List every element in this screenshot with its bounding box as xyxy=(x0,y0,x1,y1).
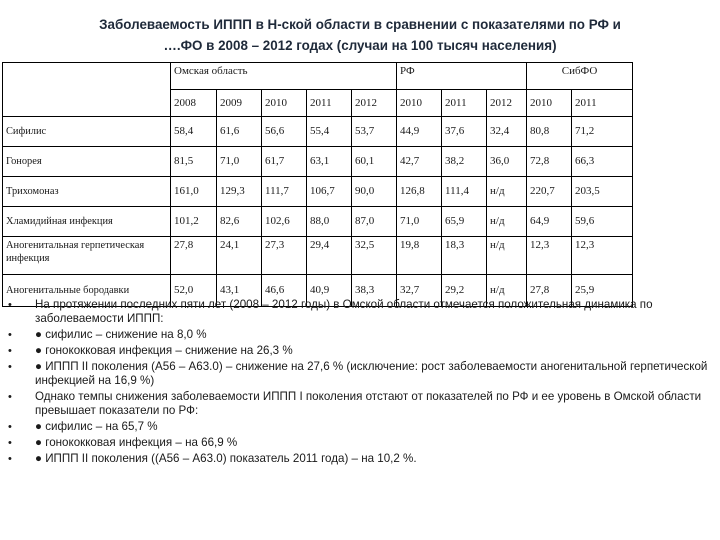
table-cell: 111,7 xyxy=(262,177,307,207)
table-cell: 53,7 xyxy=(352,117,397,147)
bullet-marker: • xyxy=(8,391,12,403)
table-cell: 12,3 xyxy=(527,237,572,275)
table-cell: 72,8 xyxy=(527,147,572,177)
list-item xyxy=(8,390,708,418)
table-cell: 25,9 xyxy=(572,275,633,307)
row-label: Хламидийная инфекция xyxy=(3,207,171,237)
page-title xyxy=(0,14,720,56)
table-cell: 71,0 xyxy=(217,147,262,177)
table-cell: 38,3 xyxy=(352,275,397,307)
list-item-text: Однако темпы снижения заболеваемости ИППП I поколения отстают от показателей по РФ и ее уровень в Омской области превышает показатели по РФ: xyxy=(35,390,702,417)
summary-list xyxy=(8,298,708,468)
table-cell: 42,7 xyxy=(397,147,442,177)
list-item-text: ● ИППП II поколения (А56 – А63.0) – снижение на 27,6 % (исключение: рост заболеваемости аногенитальной герпетической инфекцией на 16,9 %) xyxy=(35,360,708,387)
table-row xyxy=(3,147,633,177)
table-cell: 66,3 xyxy=(572,147,633,177)
table-cell: 56,6 xyxy=(262,117,307,147)
table-cell: 87,0 xyxy=(352,207,397,237)
table-row xyxy=(3,117,633,147)
table-cell: 101,2 xyxy=(171,207,217,237)
table-cell: 71,0 xyxy=(397,207,442,237)
header-year: 2011 xyxy=(572,90,633,117)
table-cell: 29,4 xyxy=(307,237,352,275)
table-row xyxy=(3,237,633,275)
table-cell: 60,1 xyxy=(352,147,397,177)
header-year: 2010 xyxy=(262,90,307,117)
table-cell: 29,2 xyxy=(442,275,487,307)
title-line-2: ….ФО в 2008 – 2012 годах (случаи на 100 тысяч населения) xyxy=(163,38,557,53)
header-group-omsk: Омская область xyxy=(171,63,397,90)
table-cell: 40,9 xyxy=(307,275,352,307)
table-cell: 88,0 xyxy=(307,207,352,237)
header-group-sibfo: СибФО xyxy=(527,63,633,90)
table-cell: н/д xyxy=(487,237,527,275)
table-row xyxy=(3,177,633,207)
list-item xyxy=(8,452,708,466)
bullet-marker: • xyxy=(8,453,12,465)
table-cell: 64,9 xyxy=(527,207,572,237)
bullet-marker: • xyxy=(8,345,12,357)
table-cell: 106,7 xyxy=(307,177,352,207)
header-year: 2011 xyxy=(307,90,352,117)
table-cell: н/д xyxy=(487,275,527,307)
list-item xyxy=(8,436,708,450)
table-cell: 32,5 xyxy=(352,237,397,275)
table-cell: 19,8 xyxy=(397,237,442,275)
table-cell: 102,6 xyxy=(262,207,307,237)
table-cell: 38,2 xyxy=(442,147,487,177)
title-line-1: Заболеваемость ИППП в Н-ской области в сравнении с показателями по РФ и xyxy=(99,17,621,32)
table-cell: 65,9 xyxy=(442,207,487,237)
bullet-marker: • xyxy=(8,329,12,341)
row-label: Трихомоназ xyxy=(3,177,171,207)
header-year: 2010 xyxy=(527,90,572,117)
list-item xyxy=(8,298,708,326)
row-label: Сифилис xyxy=(3,117,171,147)
table-cell: 58,4 xyxy=(171,117,217,147)
table-cell: 111,4 xyxy=(442,177,487,207)
table-cell: 126,8 xyxy=(397,177,442,207)
table-cell: 52,0 xyxy=(171,275,217,307)
table-cell: н/д xyxy=(487,177,527,207)
table-cell: 44,9 xyxy=(397,117,442,147)
row-label: Аногенитальная герпетическая инфекция xyxy=(3,237,171,275)
list-item-text: ● сифилис – на 65,7 % xyxy=(35,420,158,433)
table-cell: 82,6 xyxy=(217,207,262,237)
header-year: 2010 xyxy=(397,90,442,117)
table-cell: 37,6 xyxy=(442,117,487,147)
list-item xyxy=(8,328,708,342)
table-cell: 63,1 xyxy=(307,147,352,177)
table-cell: 18,3 xyxy=(442,237,487,275)
table-cell: 90,0 xyxy=(352,177,397,207)
list-item xyxy=(8,360,708,388)
table-cell: 71,2 xyxy=(572,117,633,147)
table-cell: 36,0 xyxy=(487,147,527,177)
list-item-text: На протяжении последних пяти лет (2008 – 2012 годы) в Омской области отмечается положительная динамика по заболеваемости ИППП: xyxy=(35,298,653,325)
header-year: 2008 xyxy=(171,90,217,117)
table-cell: 161,0 xyxy=(171,177,217,207)
table-cell: 46,6 xyxy=(262,275,307,307)
table-cell: 220,7 xyxy=(527,177,572,207)
table-cell: 129,3 xyxy=(217,177,262,207)
list-item-text: ● гонококковая инфекция – на 66,9 % xyxy=(35,436,238,449)
table-cell: 32,7 xyxy=(397,275,442,307)
header-group-rf: РФ xyxy=(397,63,527,90)
header-empty xyxy=(3,63,171,117)
table-cell: н/д xyxy=(487,207,527,237)
table-cell: 27,8 xyxy=(171,237,217,275)
table-cell: 27,3 xyxy=(262,237,307,275)
row-label: Аногенитальные бородавки xyxy=(3,275,171,307)
table-cell: 61,6 xyxy=(217,117,262,147)
table-cell: 80,8 xyxy=(527,117,572,147)
table-cell: 27,8 xyxy=(527,275,572,307)
bullet-marker: • xyxy=(8,361,12,373)
bullet-marker: • xyxy=(8,299,12,311)
header-year: 2012 xyxy=(352,90,397,117)
bullet-marker: • xyxy=(8,421,12,433)
list-item-text: ● сифилис – снижение на 8,0 % xyxy=(35,328,207,341)
table-cell: 24,1 xyxy=(217,237,262,275)
table-cell: 59,6 xyxy=(572,207,633,237)
list-item xyxy=(8,420,708,434)
bullet-marker: • xyxy=(8,437,12,449)
table-cell: 81,5 xyxy=(171,147,217,177)
table-cell: 12,3 xyxy=(572,237,633,275)
table-row xyxy=(3,207,633,237)
incidence-table xyxy=(2,62,633,307)
list-item-text: ● ИППП II поколения ((А56 – А63.0) показатель 2011 года) – на 10,2 %. xyxy=(35,452,417,465)
table-cell: 203,5 xyxy=(572,177,633,207)
header-year: 2012 xyxy=(487,90,527,117)
table-cell: 43,1 xyxy=(217,275,262,307)
row-label: Гонорея xyxy=(3,147,171,177)
table-cell: 61,7 xyxy=(262,147,307,177)
list-item xyxy=(8,344,708,358)
header-year: 2009 xyxy=(217,90,262,117)
table-cell: 55,4 xyxy=(307,117,352,147)
table-cell: 32,4 xyxy=(487,117,527,147)
list-item-text: ● гонококковая инфекция – снижение на 26,3 % xyxy=(35,344,293,357)
header-year: 2011 xyxy=(442,90,487,117)
